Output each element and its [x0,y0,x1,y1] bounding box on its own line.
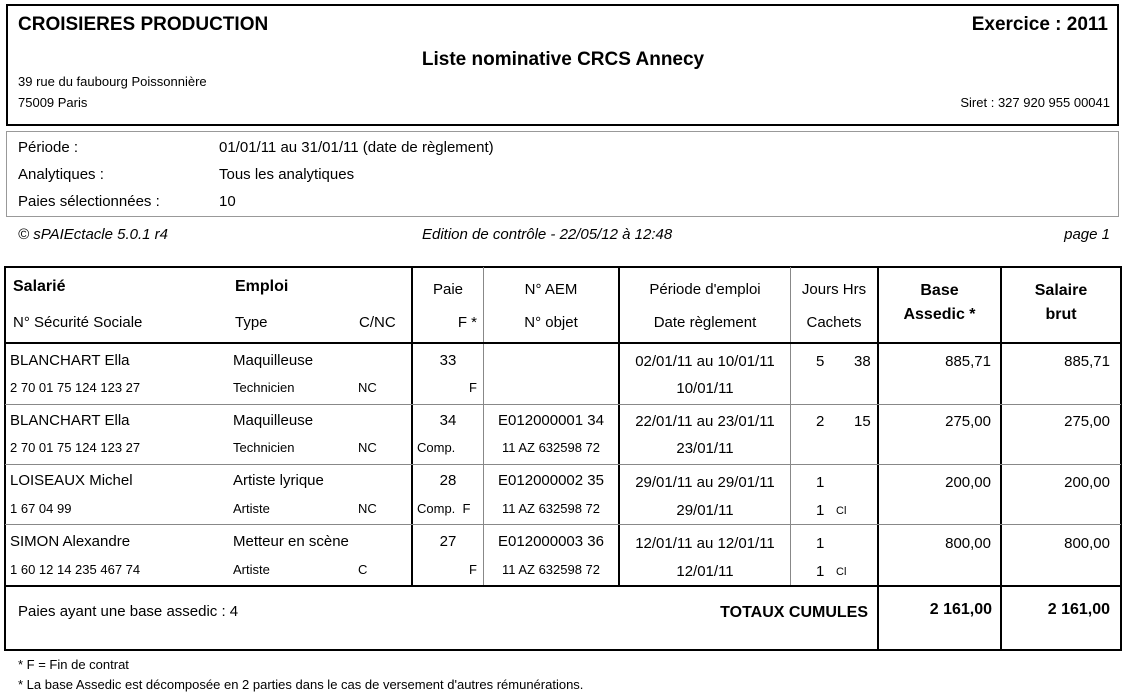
employee-name: SIMON Alexandre [10,533,131,550]
job-type: Technicien [233,440,295,455]
cachets-unit: Cl [836,505,847,517]
totals-label: TOTAUX CUMULES [720,604,868,621]
param-label-periode: Période : [18,139,79,156]
settlement-date: 29/01/11 [676,502,734,519]
col-header-cachets: Cachets [806,314,862,331]
days-count: 5 [816,353,825,370]
contract-cnc: NC [358,501,377,516]
col-header-reglement: Date règlement [653,314,757,331]
gross-salary: 885,71 [1064,353,1110,370]
job-title: Metteur en scène [233,533,349,550]
cachets-count: 1 [816,563,825,580]
exercise-year: Exercice : 2011 [971,14,1108,35]
employment-period: 22/01/11 au 23/01/11 [635,413,775,430]
aem-number: E012000002 35 [498,472,604,489]
paie-number: 27 [439,533,457,550]
base-assedic: 800,00 [945,535,991,552]
col-divider-base [877,267,879,650]
param-value-paies: 10 [219,193,236,210]
social-security-number: 2 70 01 75 124 123 27 [10,440,141,455]
employment-period: 29/01/11 au 29/01/11 [635,474,775,491]
total-base-assedic: 2 161,00 [929,601,992,618]
days-count: 1 [816,474,825,491]
settlement-date: 10/01/11 [676,380,734,397]
employment-period: 02/01/11 au 10/01/11 [635,353,775,370]
days-count: 1 [816,535,825,552]
col-header-periode: Période d'emploi [649,281,761,298]
row-divider-1 [5,404,1121,405]
row-divider-2 [5,464,1121,465]
settlement-date: 12/01/11 [676,563,734,580]
col-header-base: Base [920,282,959,299]
col-header-assedic: Assedic * [903,306,976,323]
objet-number: 11 AZ 632598 72 [501,440,601,455]
row-divider-3 [5,524,1121,525]
job-type: Artiste [233,501,270,516]
social-security-number: 2 70 01 75 124 123 27 [10,380,141,395]
job-title: Maquilleuse [233,352,314,369]
col-header-type: Type [235,314,268,331]
paie-number: 28 [439,472,457,489]
footnote-fin-contrat: * F = Fin de contrat [18,657,129,672]
edition-control-date: Edition de contrôle - 22/05/12 à 12:48 [422,226,673,243]
param-value-analytiques: Tous les analytiques [219,166,355,183]
param-label-analytiques: Analytiques : [18,166,104,183]
hours-count: 15 [854,413,871,430]
col-header-paie: Paie [432,281,464,298]
header-divider [5,342,1121,344]
col-header-aem: N° AEM [524,281,578,298]
document-title: Liste nominative CRCS Annecy [421,49,705,70]
employment-period: 12/01/11 au 12/01/11 [635,535,775,552]
col-divider-brut [1000,267,1002,650]
param-label-paies: Paies sélectionnées : [18,193,160,210]
objet-number: 11 AZ 632598 72 [501,562,601,577]
paie-flag: F [469,562,477,577]
software-version: © sPAIEctacle 5.0.1 r4 [18,226,169,243]
footnote-base-assedic: * La base Assedic est décomposée en 2 parties dans le cas de versement d'autres rémunérations. [18,677,584,692]
job-title: Artiste lyrique [233,472,324,489]
objet-number: 11 AZ 632598 72 [501,501,601,516]
contract-cnc: NC [358,380,377,395]
totals-divider [5,585,1121,587]
paie-flag: Comp. [417,440,456,455]
social-security-number: 1 60 12 14 235 467 74 [10,562,141,577]
col-header-emploi: Emploi [235,278,289,295]
cachets-unit: Cl [836,566,847,578]
company-name: CROISIERES PRODUCTION [18,14,269,35]
hours-count: 38 [854,353,871,370]
job-title: Maquilleuse [233,412,314,429]
job-type: Technicien [233,380,295,395]
col-header-secu: N° Sécurité Sociale [13,314,143,331]
col-header-cnc: C/NC [359,314,396,331]
gross-salary: 800,00 [1064,535,1110,552]
company-address-line1: 39 rue du faubourg Poissonnière [18,74,207,89]
base-assedic: 200,00 [945,474,991,491]
cachets-count: 1 [816,502,825,519]
param-value-periode: 01/01/11 au 31/01/11 (date de règlement) [219,139,494,156]
days-count: 2 [816,413,825,430]
employee-name: LOISEAUX Michel [10,472,133,489]
parameters-box [6,131,1119,217]
totals-count-label: Paies ayant une base assedic : 4 [18,603,239,620]
col-header-salarie: Salarié [13,278,66,295]
company-address-line2: 75009 Paris [18,95,88,110]
job-type: Artiste [233,562,270,577]
base-assedic: 885,71 [945,353,991,370]
paie-number: 34 [439,412,457,429]
employee-name: BLANCHART Ella [10,412,130,429]
paie-flag: Comp. F [417,501,471,516]
col-header-salaire: Salaire [1034,282,1088,299]
paie-number: 33 [439,352,457,369]
page-number: page 1 [1064,226,1110,243]
col-header-jours-hrs: Jours Hrs [801,281,867,298]
contract-cnc: NC [358,440,377,455]
aem-number: E012000003 36 [498,533,604,550]
contract-cnc: C [358,562,368,577]
total-gross-salary: 2 161,00 [1047,601,1110,618]
gross-salary: 200,00 [1064,474,1110,491]
employee-name: BLANCHART Ella [10,352,130,369]
paie-flag: F [469,380,477,395]
settlement-date: 23/01/11 [676,440,734,457]
col-header-brut: brut [1045,306,1077,323]
aem-number: E012000001 34 [498,412,604,429]
base-assedic: 275,00 [945,413,991,430]
siret-number: Siret : 327 920 955 00041 [960,95,1110,110]
col-header-f: F * [457,314,477,331]
social-security-number: 1 67 04 99 [10,501,72,516]
gross-salary: 275,00 [1064,413,1110,430]
col-header-objet: N° objet [524,314,578,331]
